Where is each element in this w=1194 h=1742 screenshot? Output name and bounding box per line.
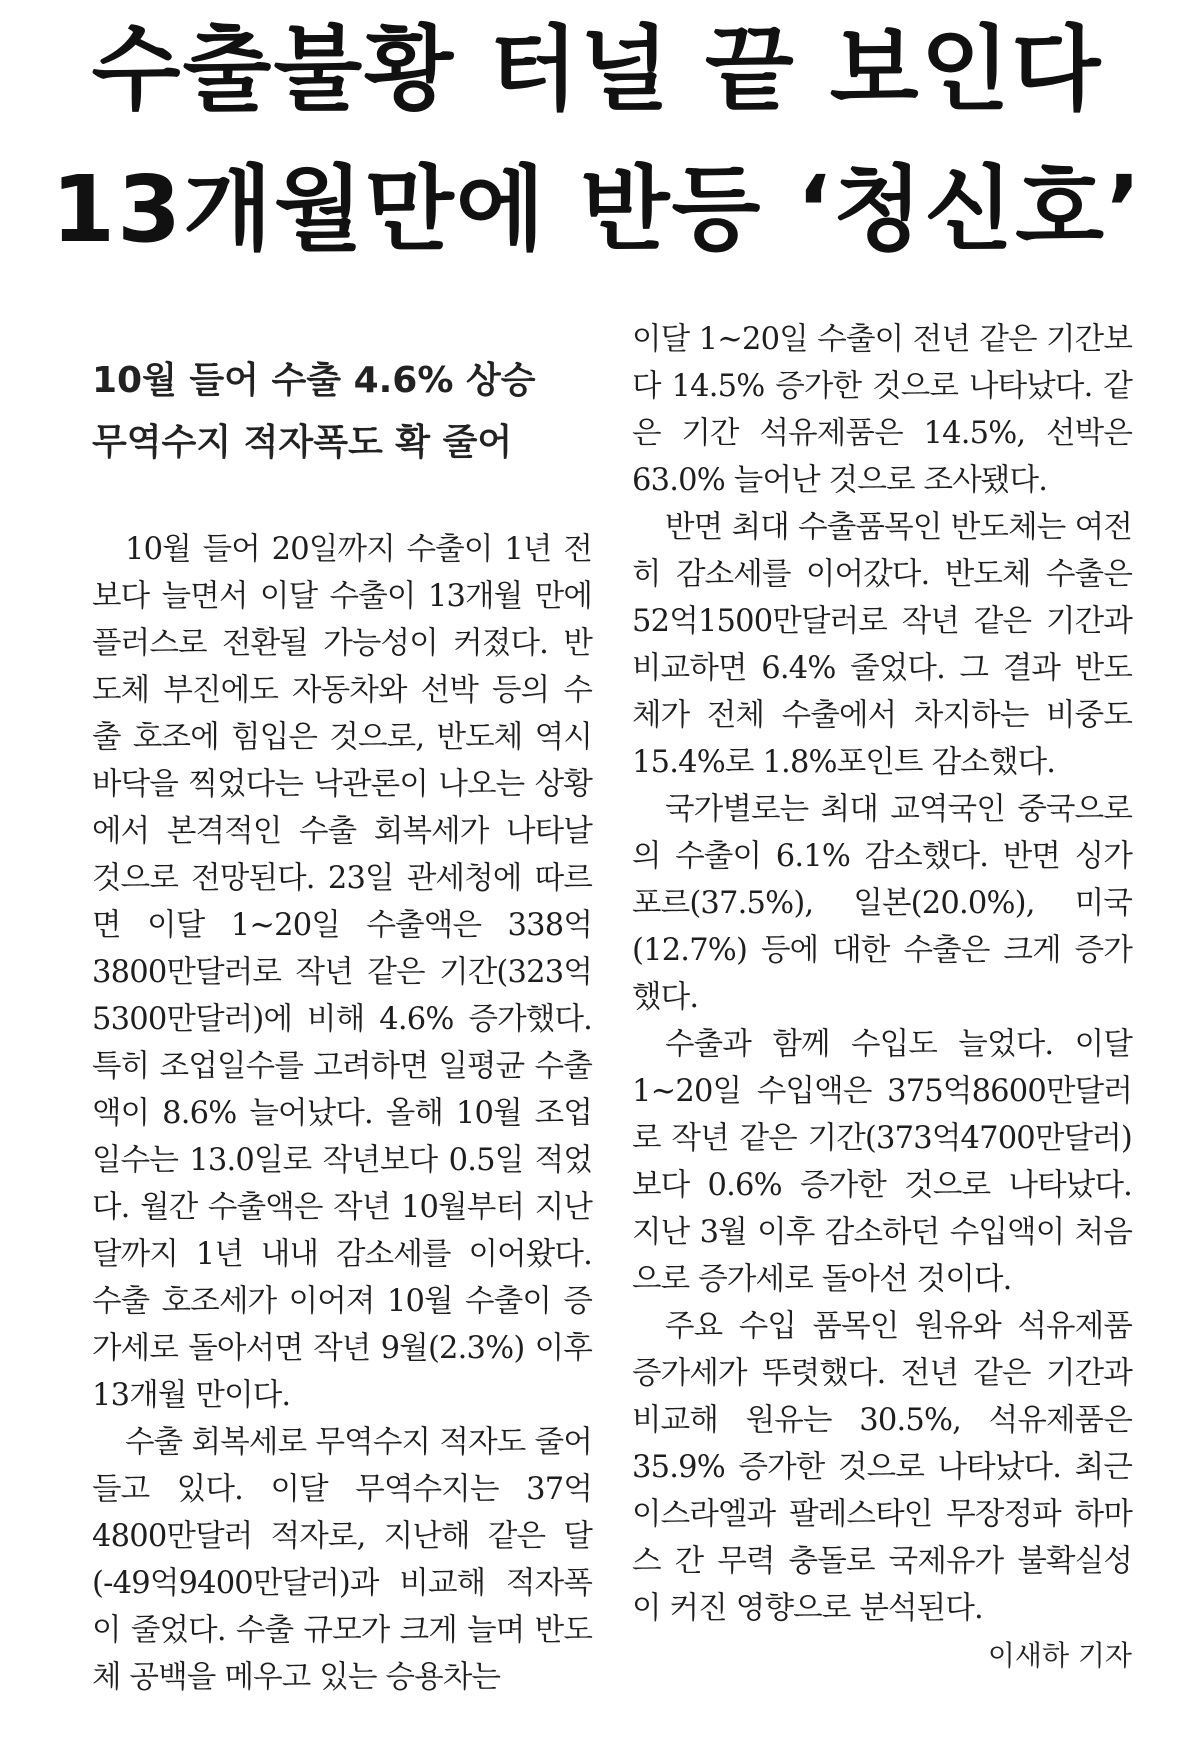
headline-line-1: 수출불황 터널 끝 보인다 xyxy=(91,16,1103,123)
byline: 이새하 기자 xyxy=(987,1639,1132,1672)
paragraph: 이달 1~20일 수출이 전년 같은 기간보다 14.5% 증가한 것으로 나타났다. 같은 기간 석유제품은 14.5%, 선박은 63.0% 늘어난 것으로 조사됐다. xyxy=(632,322,1132,498)
paragraph: 주요 수입 품목인 원유와 석유제품 증가세가 뚜렷했다. 전년 같은 기간과 비교해 원유는 30.5%, 석유제품은 35.9% 증가한 것으로 나타났다. 최근 이스라엘과 팔레스타인 무장정파 하마스 간 무력 충돌로 국제유가 불확실성이 커진 영향으로 분석된다. xyxy=(632,1309,1132,1626)
article-column-right xyxy=(632,316,1132,1679)
paragraph: 수출과 함께 수입도 늘었다. 이달 1~20일 수입액은 375억8600만달러로 작년 같은 기간(373억4700만달러)보다 0.6% 증가한 것으로 나타났다. 지난 3월 이후 감소하던 수입액이 처음으로 증가세로 돌아선 것이다. xyxy=(632,1027,1132,1297)
subheadline-line-1: 10월 들어 수출 4.6% 상승 xyxy=(92,360,536,401)
paragraph: 국가별로는 최대 교역국인 중국으로의 수출이 6.1% 감소했다. 반면 싱가포르(37.5%), 일본(20.0%), 미국(12.7%) 등에 대한 수출은 크게 증가했다. xyxy=(632,792,1132,1015)
paragraph: 반면 최대 수출품목인 반도체는 여전히 감소세를 이어갔다. 반도체 수출은 52억1500만달러로 작년 같은 기간과 비교하면 6.4% 줄었다. 그 결과 반도체가 전체 수출에서 차지하는 비중도 15.4%로 1.8%포인트 감소했다. xyxy=(632,510,1132,780)
paragraph: 10월 들어 20일까지 수출이 1년 전보다 늘면서 이달 수출이 13개월 만에 플러스로 전환될 가능성이 커졌다. 반도체 부진에도 자동차와 선박 등의 수출 호조에 힘입은 것으로, 반도체 역시 바닥을 찍었다는 낙관론이 나오는 상황에서 본격적인 수출 회복세가 나타날 것으로 전망된다. 23일 관세청에 따르면 이달 1~20일 수출액은 338억3800만달러로 작년 같은 기간(323억5300만달러)에 비해 4.6% 증가했다. 특히 조업일수를 고려하면 일평균 수출액이 8.6% 늘어났다. 올해 10월 조업일수는 13.0일로 작년보다 0.5일 적었다. 월간 수출액은 작년 10월부터 지난달까지 1년 내내 감소세를 이어왔다. 수출 호조세가 이어져 10월 수출이 증가세로 돌아서면 작년 9월(2.3%) 이후 13개월 만이다. xyxy=(92,532,592,1413)
headline-line-2: 13개월만에 반등 ‘청신호’ xyxy=(51,156,1143,263)
subheadline xyxy=(92,350,592,474)
paragraph: 수출 회복세로 무역수지 적자도 줄어들고 있다. 이달 무역수지는 37억4800만달러 적자로, 지난해 같은 달(-49억9400만달러)과 비교해 적자폭이 줄었다. 수출 규모가 크게 늘며 반도체 공백을 메우고 있는 승용차는 xyxy=(92,1425,592,1695)
article-column-left xyxy=(92,356,592,1701)
subheadline-line-2: 무역수지 적자폭도 확 줄어 xyxy=(92,422,513,463)
